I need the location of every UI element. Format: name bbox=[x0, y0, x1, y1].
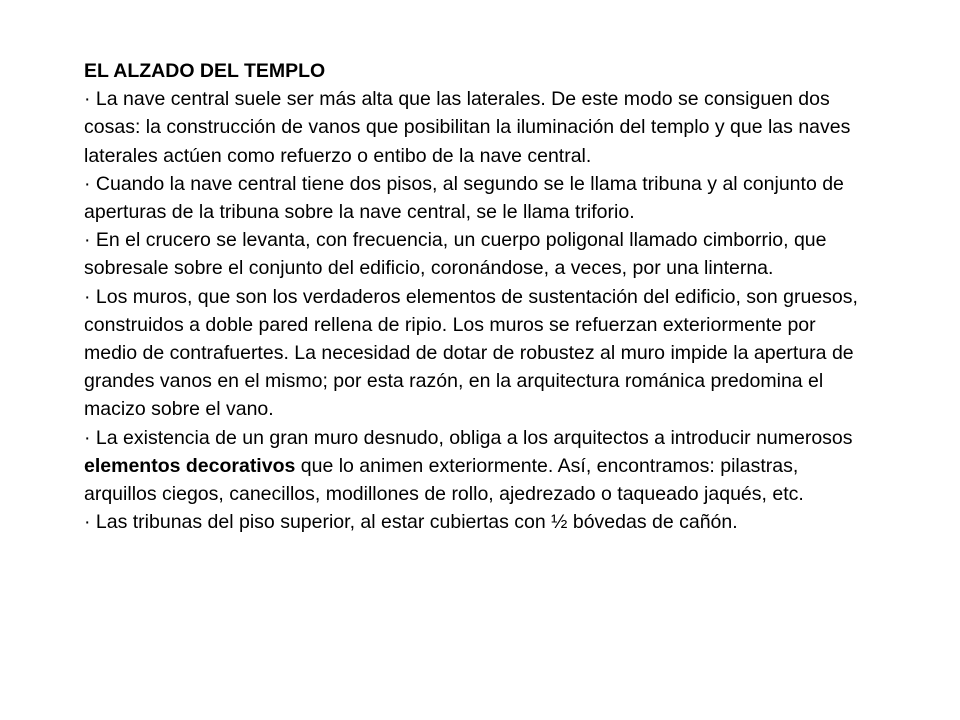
paragraph-tribuna: · Cuando la nave central tiene dos pisos, al segundo se le llama tribuna y al conjunto de aperturas de la tribuna sobre la nave central, se le llama triforio. bbox=[84, 172, 844, 224]
paragraph-decorative bbox=[84, 424, 874, 509]
decorative-text-after: que lo animen exteriormente. Así, encontramos: pilastras, arquillos ciegos, canecillos, modillones de rollo, ajedrezado o taqueado jaqués, etc. bbox=[84, 454, 804, 506]
paragraph-height: · La nave central suele ser más alta que las laterales. De este modo se consiguen dos cosas: la construcción de vanos que posibilitan la iluminación del templo y que las naves laterales actúen como refuerzo o entibo de la nave central. bbox=[84, 88, 851, 167]
paragraph-cimborrio: · En el crucero se levanta, con frecuencia, un cuerpo poligonal llamado cimborrio, que sobresale sobre el conjunto del edificio, coronándose, a veces, por una linterna. bbox=[84, 229, 827, 280]
text-block bbox=[84, 57, 874, 536]
slide-title: EL ALZADO DEL TEMPLO bbox=[84, 60, 326, 82]
decorative-text-before: · La existencia de un gran muro desnudo, obliga a los arquitectos a introducir numerosos bbox=[84, 426, 853, 449]
paragraph-muros: · Los muros, que son los verdaderos elementos de sustentación del edificio, son gruesos, construidos a doble pared rellena de ripio. Los muros se refuerzan exteriormente por medio de contrafuertes. La necesidad de dotar de robustez al muro impide la apertura de grandes vanos en el mismo; por esta razón, en la arquitectura románica predomina el macizo sobre el vano. bbox=[84, 285, 858, 421]
decorative-text-bold: elementos decorativos bbox=[84, 454, 296, 477]
paragraph-tribunas-boveda: · Las tribunas del piso superior, al estar cubiertas con ½ bóvedas de cañón. bbox=[84, 511, 738, 534]
